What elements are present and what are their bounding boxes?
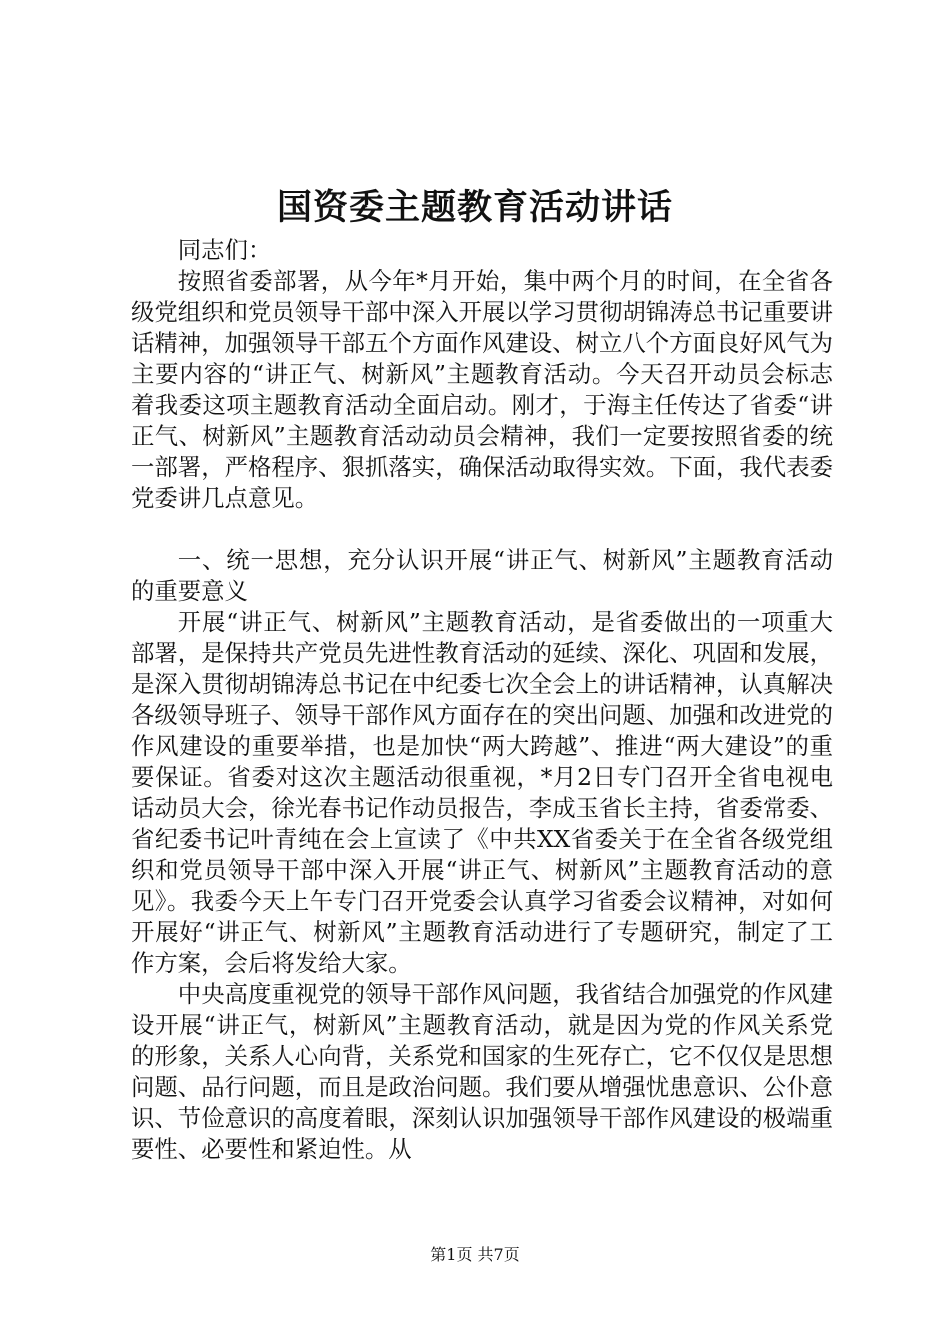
document-body	[131, 235, 833, 1165]
body-paragraph: 按照省委部署，从今年*月开始，集中两个月的时间，在全省各级党组织和党员领导干部中深入开展以学习贯彻胡锦涛总书记重要讲话精神，加强领导干部五个方面作风建设、树立八个方面良好风气为主要内容的“讲正气、树新风”主题教育活动。今天召开动员会标志着我委这项主题教育活动全面启动。刚才，于海主任传达了省委“讲正气、树新风”主题教育活动动员会精神，我们一定要按照省委的统一部署，严格程序、狠抓落实，确保活动取得实效。下面，我代表委党委讲几点意见。	[131, 267, 833, 512]
page-number-footer: 第1页 共7页	[430, 1245, 520, 1264]
body-paragraph: 开展“讲正气、树新风”主题教育活动，是省委做出的一项重大部署，是保持共产党员先进性教育活动的延续、深化、巩固和发展，是深入贯彻胡锦涛总书记在中纪委七次全会上的讲话精神，认真解决各级领导班子、领导干部作风方面存在的突出问题、加强和改进党的作风建设的重要举措，也是加快“两大跨越”、推进“两大建设”的重要保证。省委对这次主题活动很重视，*月2日专门召开全省电视电话动员大会，徐光春书记作动员报告，李成玉省长主持，省委常委、省纪委书记叶青纯在会上宣读了《中共XX省委关于在全省各级党组织和党员领导干部中深入开展“讲正气、树新风”主题教育活动的意见》。我委今天上午专门召开党委会认真学习省委会议精神，对如何开展好“讲正气、树新风”主题教育活动进行了专题研究，制定了工作方案，会后将发给大家。	[131, 608, 833, 977]
body-paragraph: 中央高度重视党的领导干部作风问题，我省结合加强党的作风建设开展“讲正气，树新风”主题教育活动，就是因为党的作风关系党的形象，关系人心向背，关系党和国家的生死存亡，它不仅仅是思想问题、品行问题，而且是政治问题。我们要从增强忧患意识、公仆意识、节俭意识的高度着眼，深刻认识加强领导干部作风建设的极端重要性、必要性和紧迫性。从	[131, 980, 833, 1163]
document-title: 国资委主题教育活动讲话	[276, 187, 673, 228]
section-heading: 一、统一思想，充分认识开展“讲正气、树新风”主题教育活动的重要意义	[131, 546, 833, 605]
salutation-paragraph: 同志们：	[177, 236, 272, 264]
